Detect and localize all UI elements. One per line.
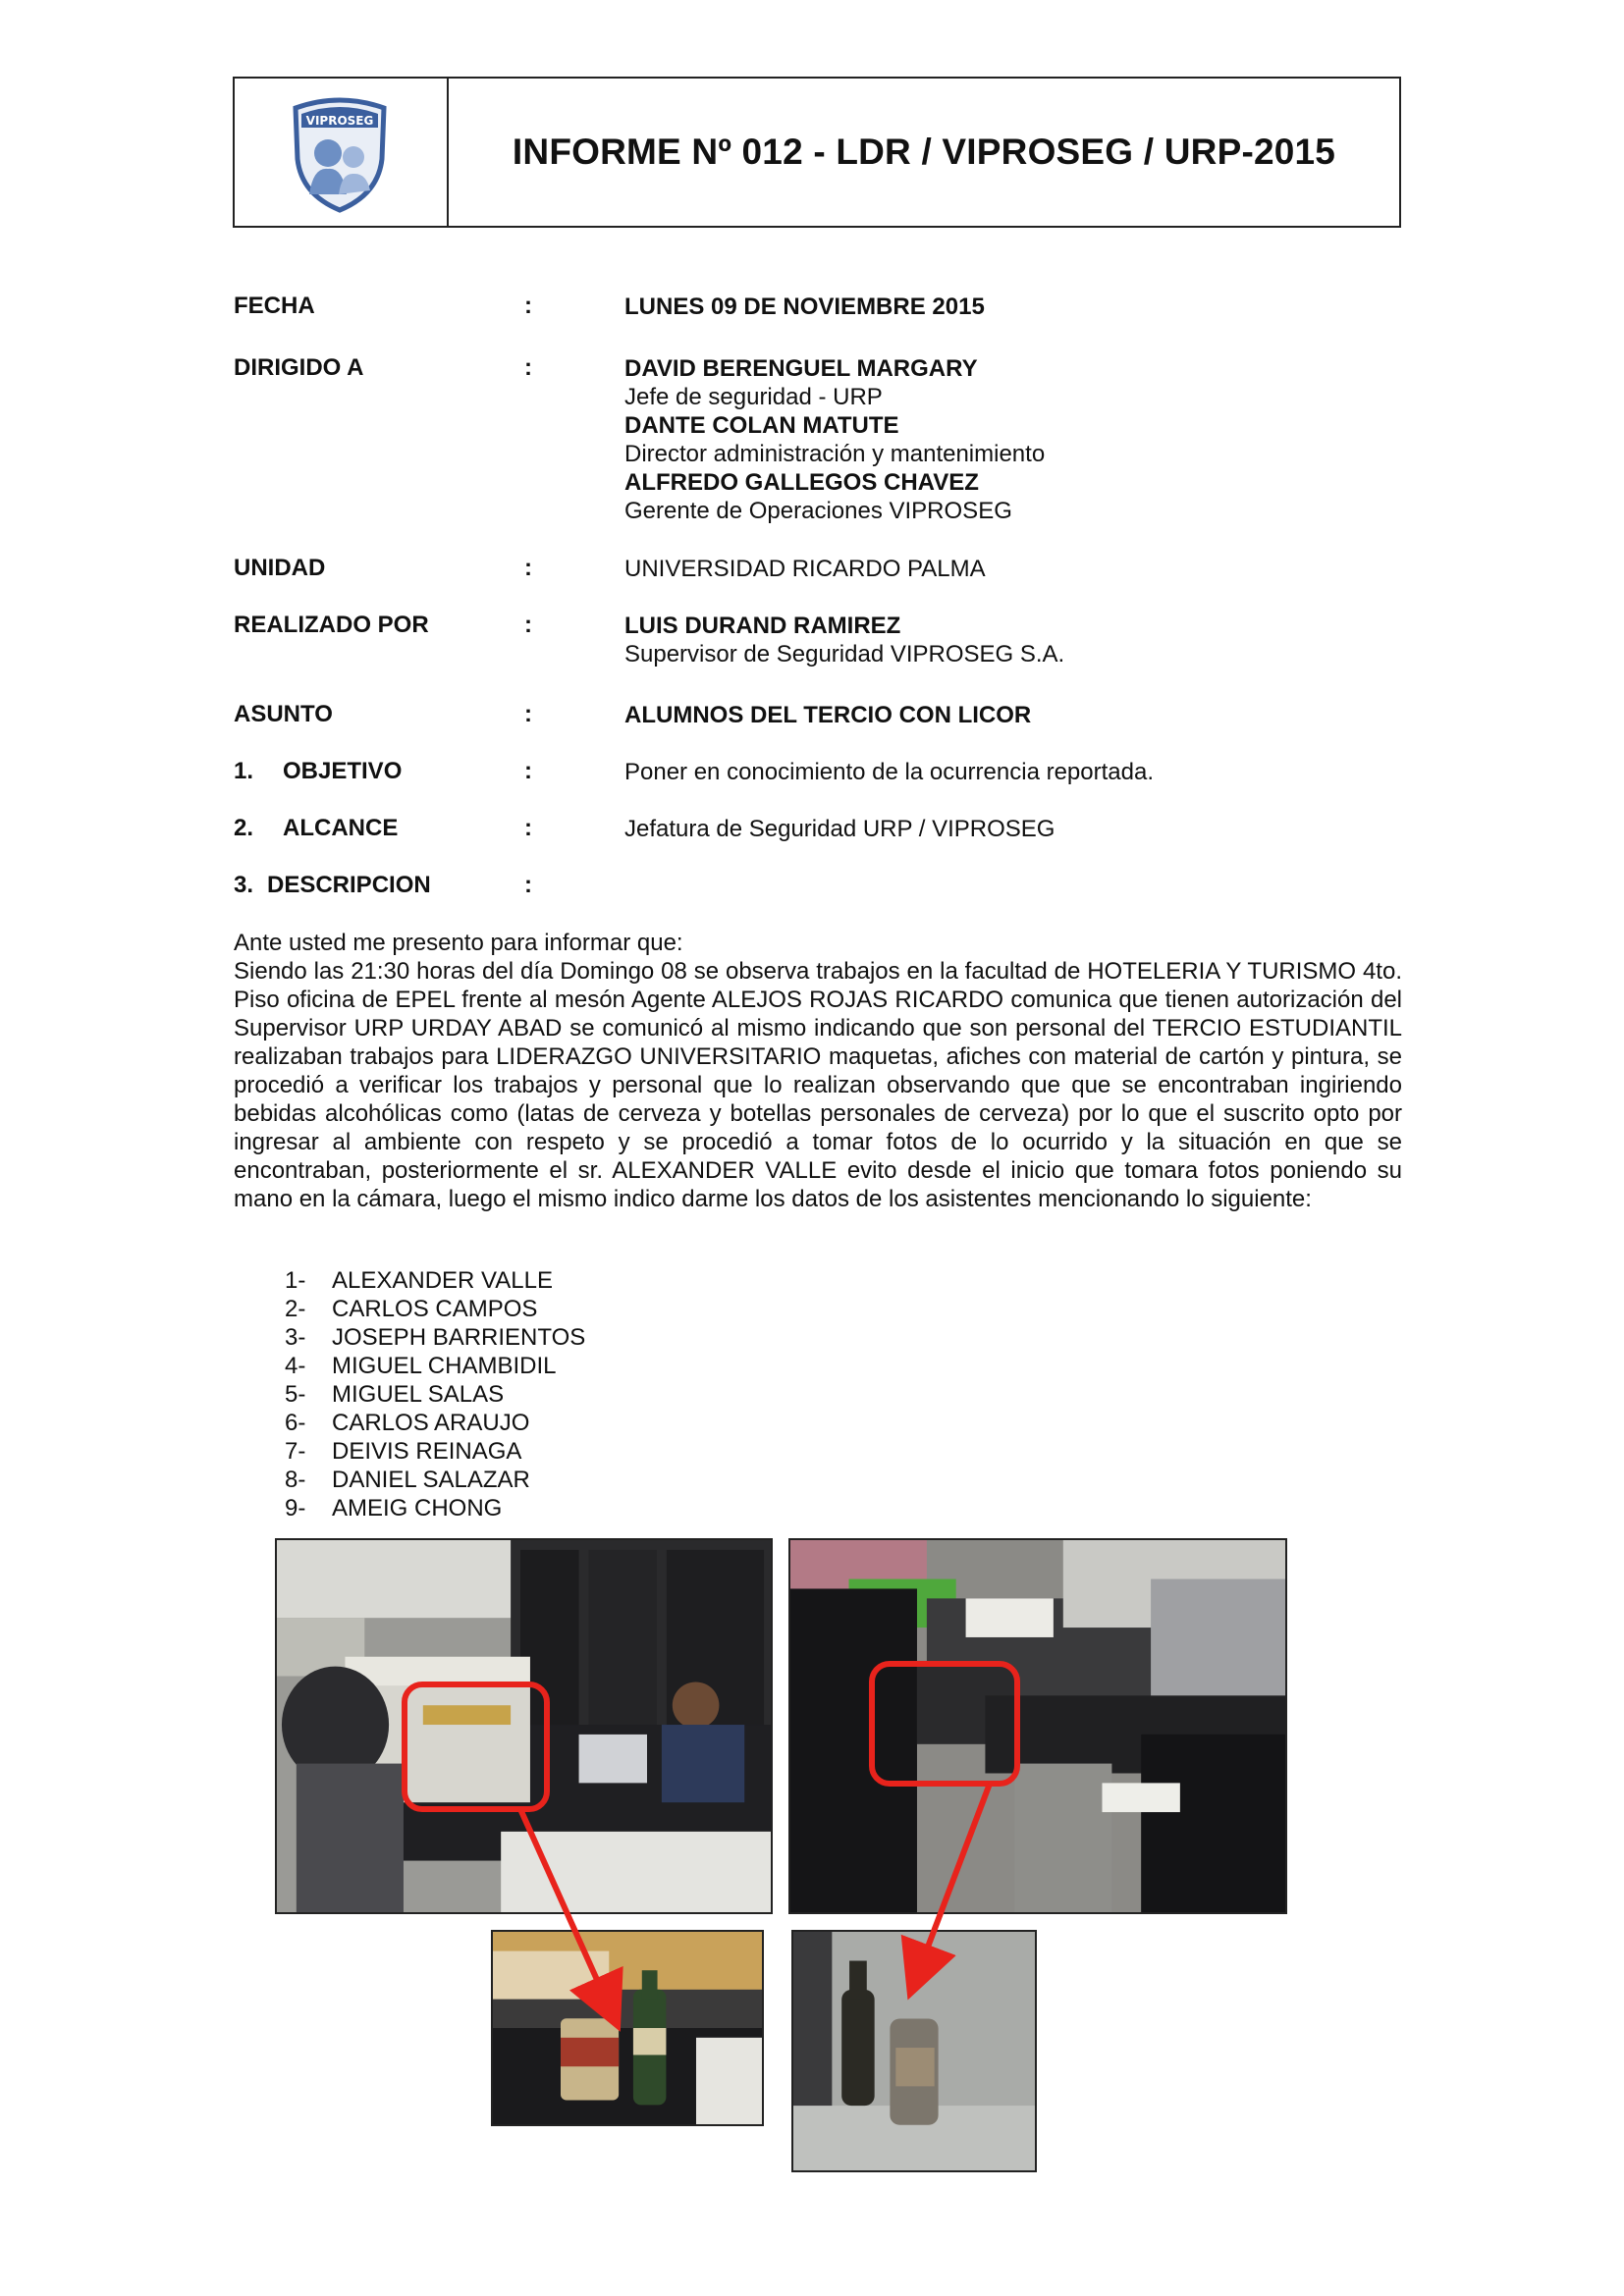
colon: : <box>524 758 532 784</box>
list-item: 1- ALEXANDER VALLE <box>285 1267 553 1294</box>
zoom-photo-floor-bottles <box>791 1930 1037 2172</box>
value-asunto: ALUMNOS DEL TERCIO CON LICOR <box>624 702 1032 728</box>
report-header <box>233 77 1401 228</box>
section-number: 1. <box>234 758 254 784</box>
section-title: ALCANCE <box>283 815 399 841</box>
list-item: 2- CARLOS CAMPOS <box>285 1296 538 1322</box>
zoom-photo-bottle-can <box>491 1930 764 2126</box>
author-name: LUIS DURAND RAMIREZ <box>624 613 901 639</box>
label-alcance <box>234 815 399 842</box>
recipient-role: Gerente de Operaciones VIPROSEG <box>624 498 1012 524</box>
recipient-role: Director administración y mantenimiento <box>624 441 1046 467</box>
value-fecha: LUNES 09 DE NOVIEMBRE 2015 <box>624 294 985 320</box>
value-objetivo: Poner en conocimiento de la ocurrencia reportada. <box>624 759 1154 785</box>
logo-cell <box>235 79 449 226</box>
colon: : <box>524 293 532 319</box>
section-title: DESCRIPCION <box>267 872 431 898</box>
recipient-name: DANTE COLAN MATUTE <box>624 412 899 439</box>
recipient-name: ALFREDO GALLEGOS CHAVEZ <box>624 469 979 496</box>
section-title: OBJETIVO <box>283 758 403 784</box>
label-asunto: ASUNTO <box>234 701 333 727</box>
colon: : <box>524 354 532 381</box>
viproseg-logo <box>235 79 445 226</box>
colon: : <box>524 872 532 898</box>
attendee-list <box>285 1266 585 1522</box>
description-body: Siendo las 21:30 horas del día Domingo 08 se observa trabajos en la facultad de HOTELERIA Y TURISMO 4to. Piso oficina de EPEL frente al mesón Agente ALEJOS ROJAS RICARDO comunica que tienen autorización del Supervisor URP URDAY ABAD se comunicó al mismo indicando que son personal del TERCIO ESTUDIANTIL realizaban trabajos para LIDERAZGO UNIVERSITARIO maquetas, afiches con material de cartón y pintura, se procedió a verificar los trabajos y personal que lo realizan observando que que se encontraban ingiriendo bebidas alcohólicas como (latas de cerveza y botellas personales de cerveza) por lo que el suscrito opto por ingresar al ambiente con respeto y se procedió a tomar fotos de lo ocurrido y la situación en que se encontraban, posteriormente el sr. ALEXANDER VALLE evito desde el inicio que tomara fotos poniendo su mano en la cámara, luego el mismo indico darme los datos de los asistentes mencionando lo siguiente: <box>234 958 1402 1212</box>
label-objetivo <box>234 758 403 785</box>
recipient-name: DAVID BERENGUEL MARGARY <box>624 355 978 382</box>
list-item: 8- DANIEL SALAZAR <box>285 1467 530 1493</box>
description-intro: Ante usted me presento para informar que: <box>234 930 683 956</box>
colon: : <box>524 612 532 638</box>
label-realizado: REALIZADO POR <box>234 612 429 638</box>
section-number: 2. <box>234 815 254 841</box>
value-alcance: Jefatura de Seguridad URP / VIPROSEG <box>624 816 1056 842</box>
report-title: INFORME Nº 012 - LDR / VIPROSEG / URP-2015 <box>512 132 1336 172</box>
list-item: 3- JOSEPH BARRIENTOS <box>285 1324 586 1351</box>
recipients-list <box>624 354 1045 525</box>
logo-text: VIPROSEG <box>305 114 374 128</box>
list-item: 4- MIGUEL CHAMBIDIL <box>285 1353 557 1379</box>
label-fecha: FECHA <box>234 293 315 319</box>
list-item: 5- MIGUEL SALAS <box>285 1381 505 1408</box>
colon: : <box>524 555 532 581</box>
list-item: 6- CARLOS ARAUJO <box>285 1410 530 1436</box>
label-descripcion <box>234 872 431 899</box>
list-item: 7- DEIVIS REINAGA <box>285 1438 522 1465</box>
author-block <box>624 612 1064 668</box>
section-number: 3. <box>234 872 254 898</box>
evidence-photo-office <box>275 1538 773 1914</box>
recipient-role: Jefe de seguridad - URP <box>624 384 883 410</box>
value-unidad: UNIVERSIDAD RICARDO PALMA <box>624 556 986 582</box>
label-dirigido: DIRIGIDO A <box>234 354 364 381</box>
author-role: Supervisor de Seguridad VIPROSEG S.A. <box>624 641 1065 667</box>
evidence-photo-desk <box>788 1538 1287 1914</box>
label-unidad: UNIDAD <box>234 555 326 581</box>
colon: : <box>524 701 532 727</box>
description <box>234 929 1402 1213</box>
list-item: 9- AMEIG CHONG <box>285 1495 503 1522</box>
colon: : <box>524 815 532 841</box>
